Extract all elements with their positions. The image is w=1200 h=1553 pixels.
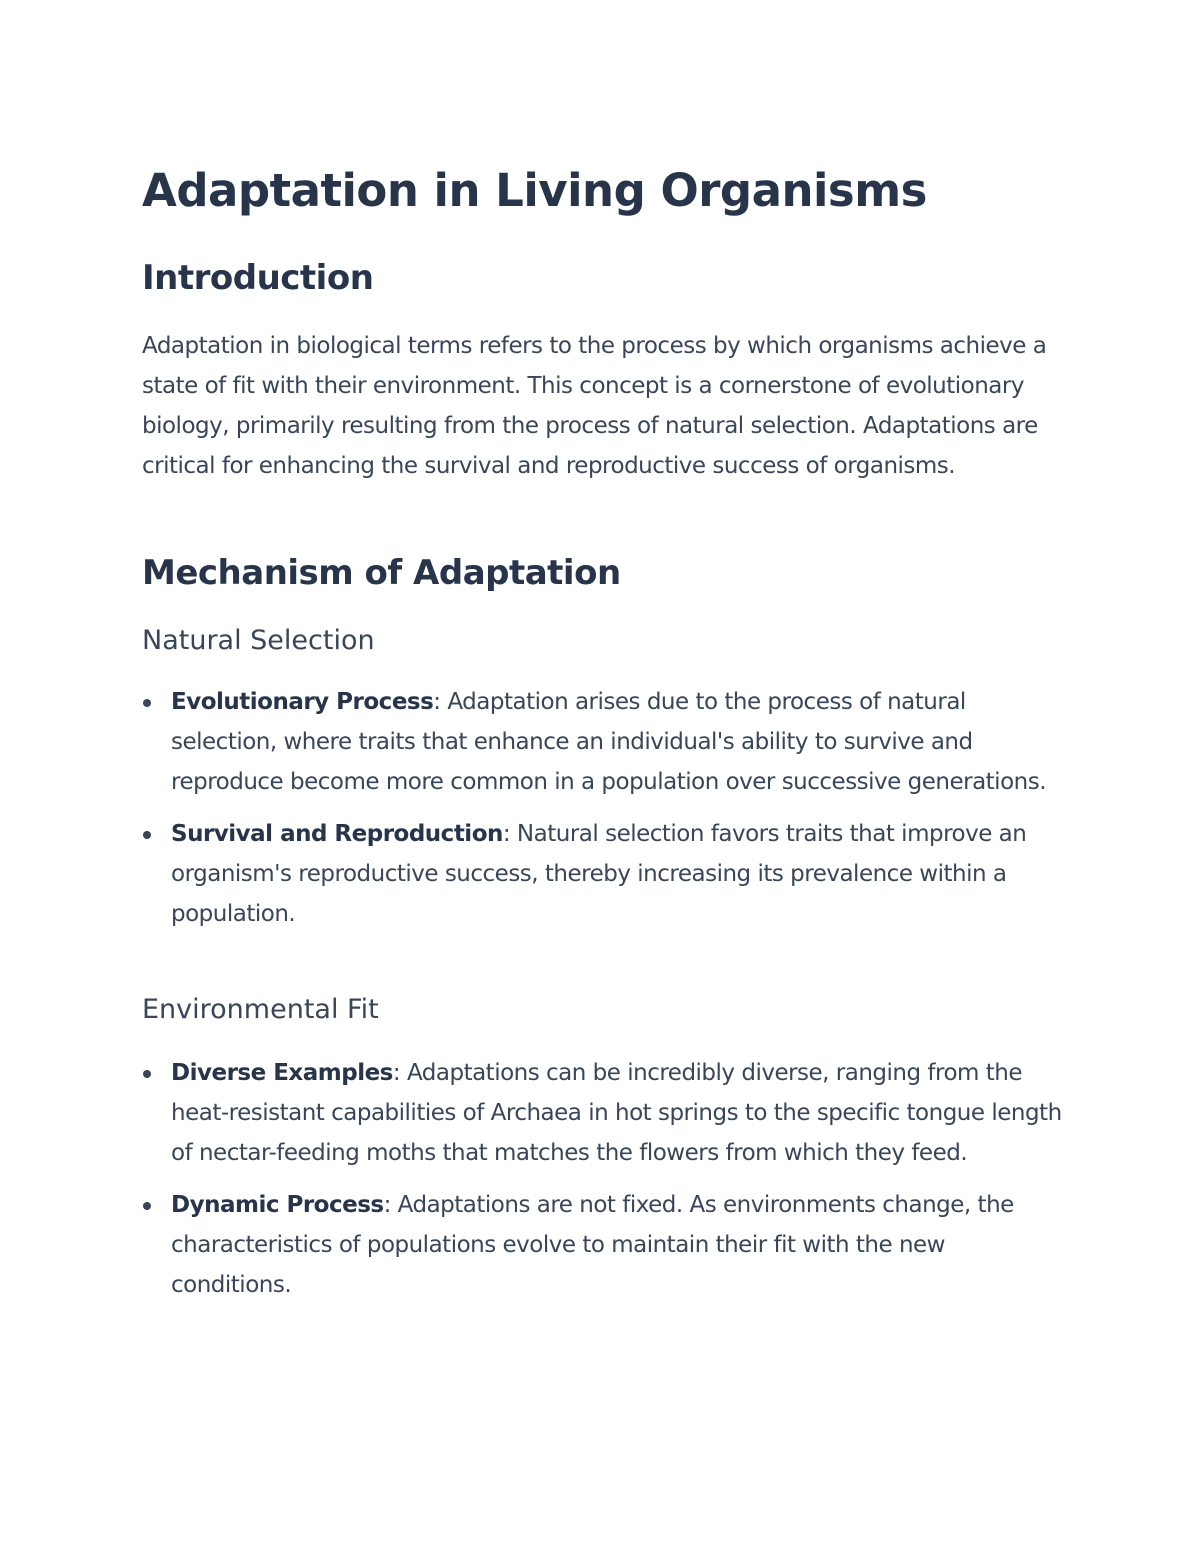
list-item <box>142 814 1062 934</box>
list-item-term: Dynamic Process <box>171 1192 384 1218</box>
subheading-environmental-fit: Environmental Fit <box>142 994 379 1025</box>
list-item-text: : Adaptations are not fixed. As environments change, the characteristics of populations evolve to maintain their fit with the new conditions. <box>171 1192 1014 1298</box>
list-item <box>142 682 1062 802</box>
list-item-text: : Natural selection favors traits that improve an organism's reproductive success, thereby increasing its prevalence within a population. <box>171 821 1027 927</box>
environmental-fit-list <box>142 1053 1062 1317</box>
list-item-text: : Adaptation arises due to the process of natural selection, where traits that enhance an individual's ability to survive and reproduce become more common in a population over successive generations. <box>171 689 1047 795</box>
list-item <box>142 1185 1062 1305</box>
page-title: Adaptation in Living Organisms <box>142 164 927 217</box>
section-heading-mechanism: Mechanism of Adaptation <box>142 553 621 593</box>
bullet-icon <box>143 831 151 839</box>
list-item-term: Survival and Reproduction <box>171 821 503 847</box>
bullet-icon <box>143 699 151 707</box>
section-heading-introduction: Introduction <box>142 258 374 298</box>
introduction-paragraph: Adaptation in biological terms refers to the process by which organisms achieve a state of fit with their environment. This concept is a cornerstone of evolutionary biology, primarily resulting from the process of natural selection. Adaptations are critical for enhancing the survival and reproductive success of organisms. <box>142 333 1047 479</box>
bullet-icon <box>143 1202 151 1210</box>
list-item-term: Evolutionary Process <box>171 689 434 715</box>
list-item-text: : Adaptations can be incredibly diverse, ranging from the heat-resistant capabilities of Archaea in hot springs to the specific tongue length of nectar-feeding moths that matches the flowers from which they feed. <box>171 1060 1062 1166</box>
subheading-natural-selection: Natural Selection <box>142 625 375 656</box>
list-item <box>142 1053 1062 1173</box>
natural-selection-list <box>142 682 1062 946</box>
list-item-term: Diverse Examples <box>171 1060 393 1086</box>
bullet-icon <box>143 1070 151 1078</box>
